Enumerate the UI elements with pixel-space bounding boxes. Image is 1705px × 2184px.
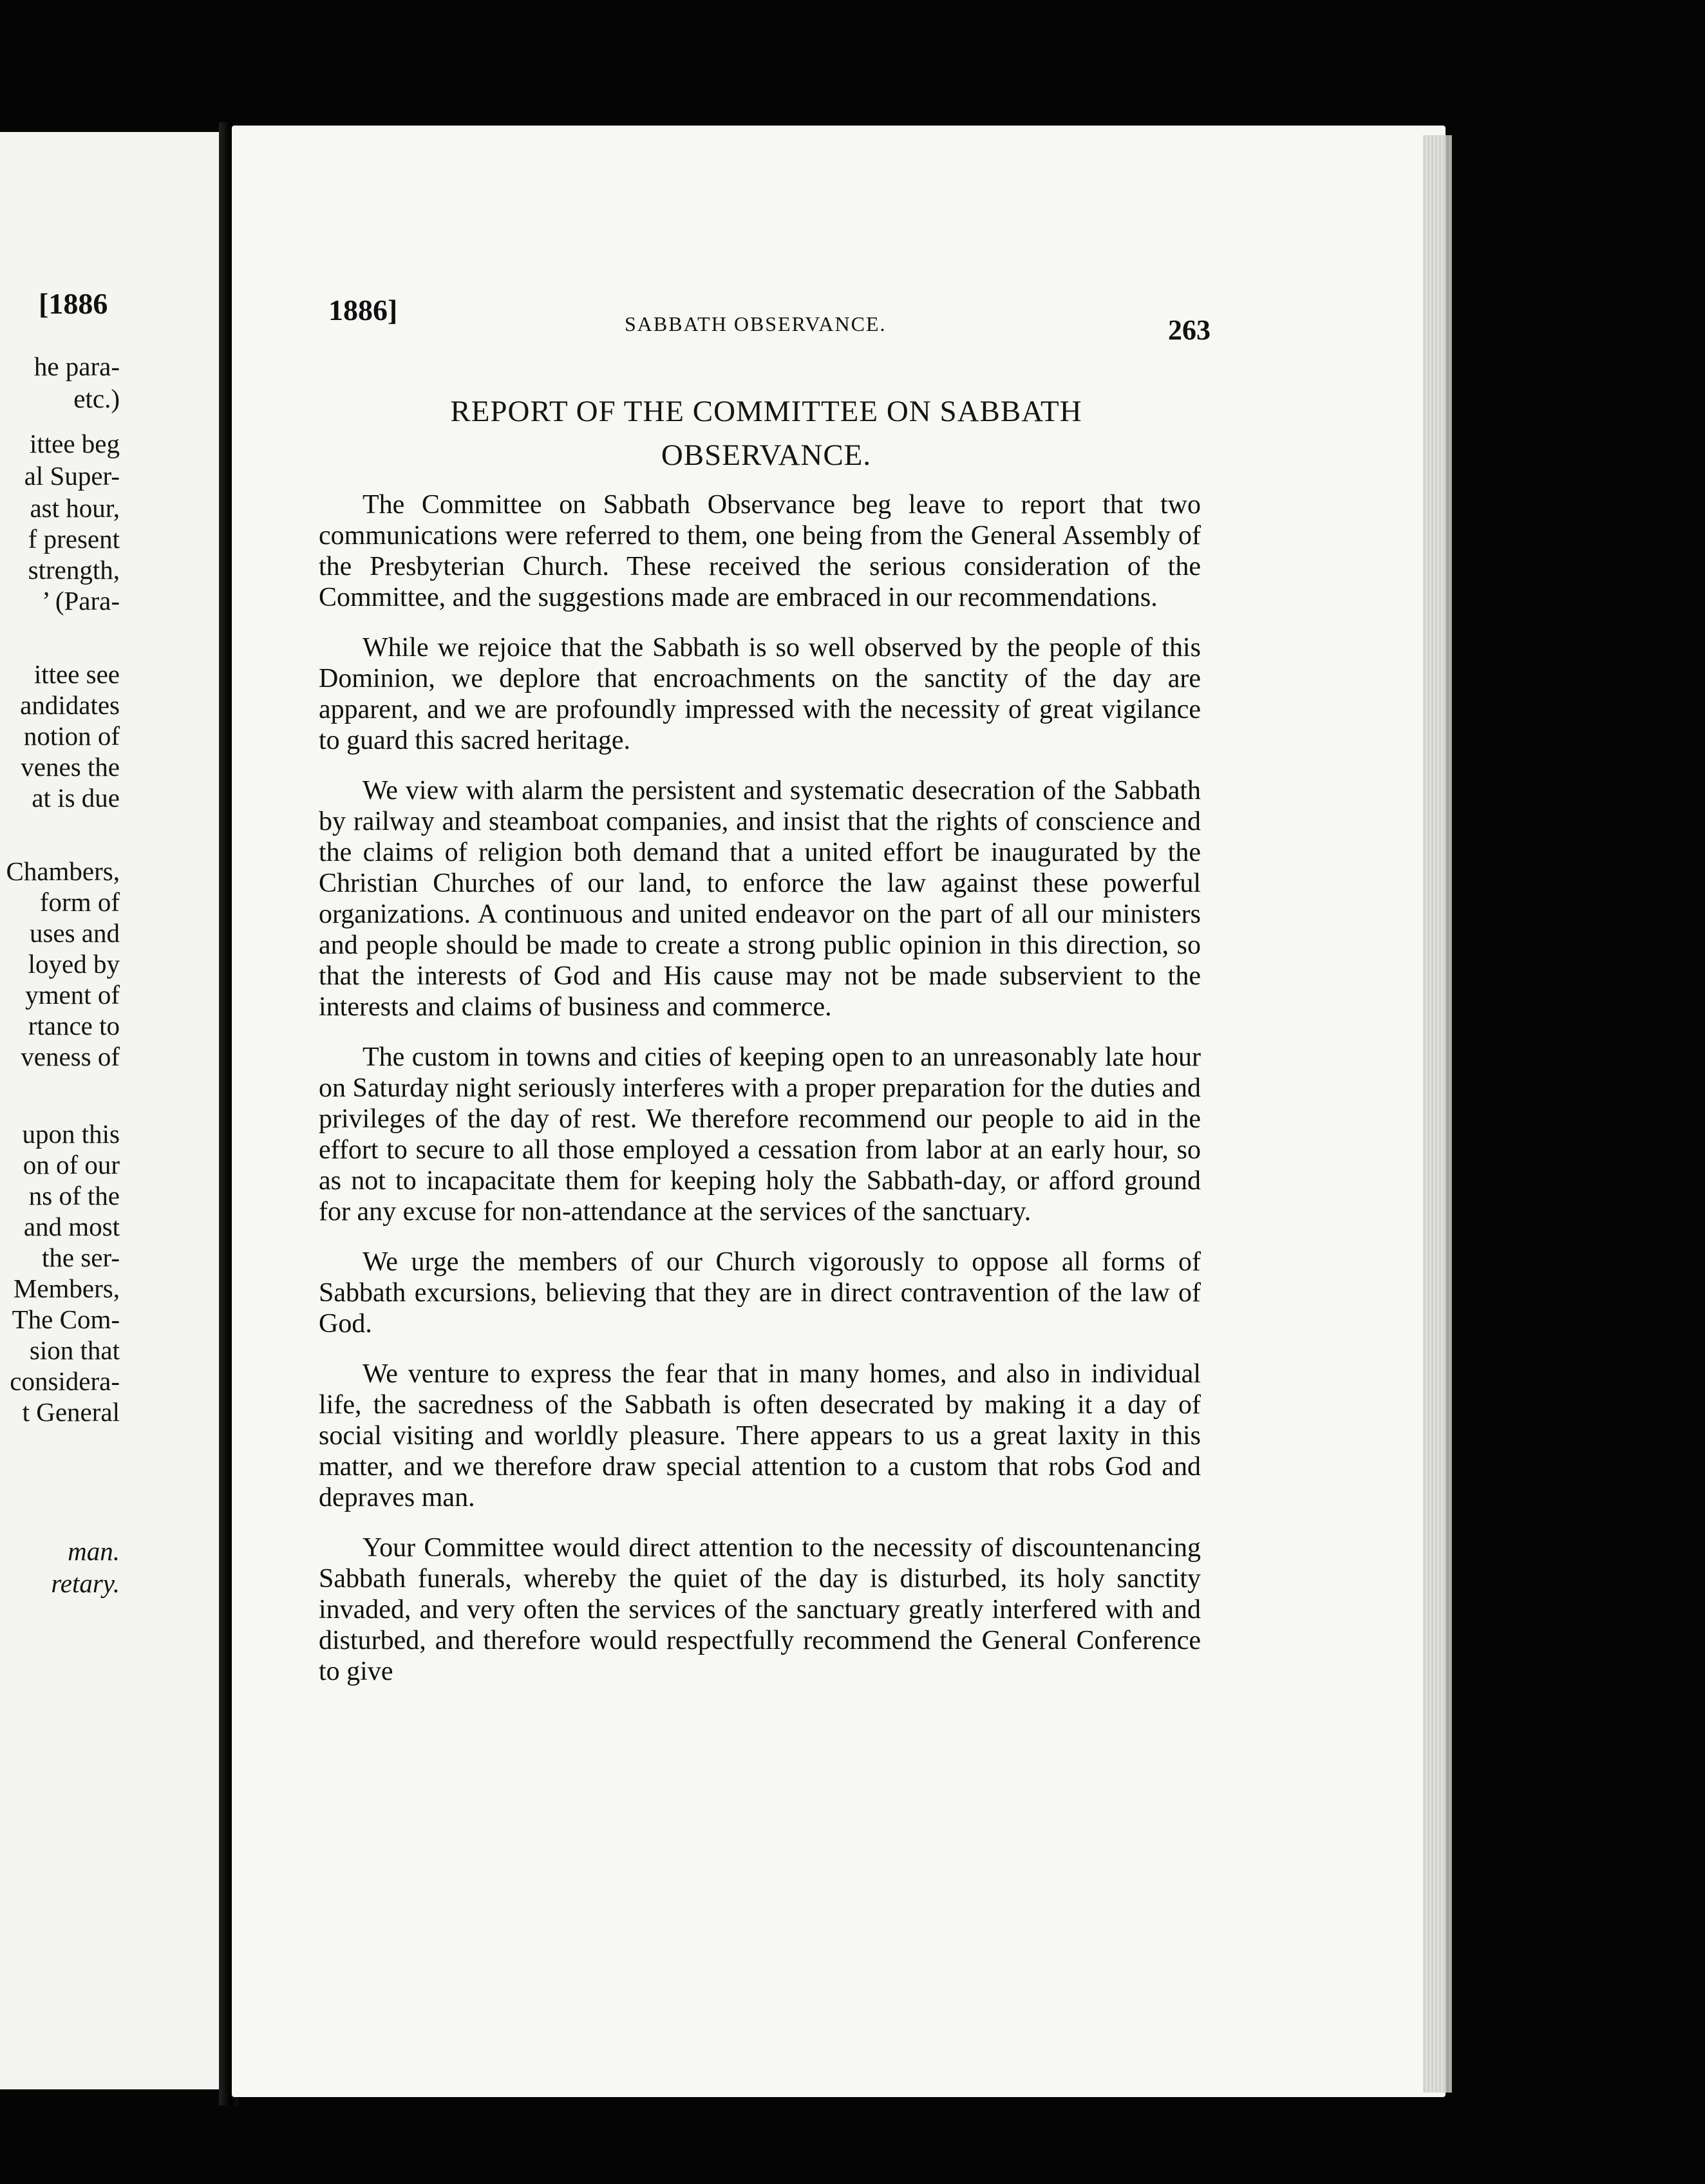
facing-page-line: Members, — [13, 1274, 120, 1303]
facing-page-line: rtance to — [28, 1011, 120, 1040]
facing-page-line: ittee see — [33, 659, 120, 689]
facing-page-line: uses and — [29, 918, 120, 948]
facing-page-line: ast hour, — [30, 493, 120, 523]
facing-page-line: at is due — [32, 783, 120, 813]
facing-page-line: considera- — [10, 1366, 120, 1396]
paragraph-communications: The Committee on Sabbath Observance beg leave to report that two communications were referred to them, one being from the General Assembly of the Presbyterian Church. These received the serious consideration of the Committee, and the suggestions made are embraced in our recommendations. — [319, 490, 1201, 612]
facing-page-line: yment of — [25, 980, 120, 1010]
facing-page-line: ittee beg — [29, 429, 120, 458]
facing-page-line: notion of — [23, 721, 120, 751]
paragraph-social-visiting: We venture to express the fear that in many homes, and also in individual life, the sacredness of the Sabbath is often desecrated by making it a day of social visiting and worldly pleasure. There appears to us a great laxity in this matter, and we therefore draw special attention to a custom that robs God and depraves man. — [319, 1359, 1201, 1512]
facing-page-line: al Super- — [24, 461, 120, 491]
facing-page-line: upon this — [22, 1119, 120, 1149]
paragraph-excursions: We urge the members of our Church vigorously to oppose all forms of Sabbath excursions, believing that they are in direct contravention of the law of God. — [319, 1247, 1201, 1339]
facing-page-line: etc.) — [73, 384, 120, 413]
facing-page-line: veness of — [21, 1042, 120, 1071]
facing-page-line: The Com- — [12, 1304, 120, 1334]
page-number: 263 — [1168, 314, 1210, 346]
facing-page-fragment — [0, 132, 227, 2089]
facing-page-line: ns of the — [28, 1181, 120, 1210]
report-title-line-1: REPORT OF THE COMMITTEE ON SABBATH — [450, 395, 1082, 428]
report-body — [319, 489, 1201, 1706]
facing-page-line: on of our — [23, 1150, 120, 1180]
report-title-line-2: OBSERVANCE. — [661, 438, 872, 472]
running-head-title: SABBATH OBSERVANCE. — [625, 312, 887, 335]
facing-page-line: retary. — [51, 1568, 120, 1598]
page-edge-stack — [1423, 135, 1452, 2093]
facing-page-line: venes the — [21, 752, 120, 782]
facing-page-line: he para- — [33, 352, 120, 381]
facing-page-year: [1886 — [39, 287, 108, 320]
facing-page-line: man. — [68, 1536, 120, 1566]
facing-page-line: ’ (Para- — [41, 586, 120, 616]
facing-page-line: f present — [28, 524, 120, 554]
running-head-year: 1886] — [328, 294, 398, 326]
facing-page-line: and most — [23, 1212, 120, 1241]
facing-page-line: the ser- — [42, 1243, 120, 1272]
paragraph-railway: We view with alarm the persistent and systematic desecration of the Sabbath by railway and steamboat companies, and insist that the rights of conscience and the claims of religion both demand that a united effort be inaugurated by the Christian Churches of our land, to enforce the law against these powerful organizations. A continuous and united endeavor on the part of all our ministers and people should be made to create a strong public opinion in this direction, so that the interests of God and His cause may not be made subservient to the interests and claims of business and commerce. — [319, 776, 1201, 1022]
paragraph-funerals: Your Committee would direct attention to the necessity of discountenancing Sabbath funerals, whereby the quiet of the day is disturbed, its holy sanctity invaded, and very often the services of the sanctuary greatly interfered with and disturbed, and therefore would respectfully recommend the General Conference to give — [319, 1533, 1201, 1686]
facing-page-line: form of — [39, 887, 120, 917]
facing-page-line: loyed by — [28, 949, 120, 979]
report-title — [386, 390, 1146, 477]
paragraph-observance: While we rejoice that the Sabbath is so well observed by the people of this Dominion, we deplore that encroachments on the sanctity of the day are apparent, and we are profoundly impressed with the necessity of great vigilance to guard this sacred heritage. — [319, 633, 1201, 755]
facing-page-line: Chambers, — [6, 856, 120, 886]
facing-page-line: strength, — [28, 555, 120, 585]
running-head — [328, 293, 1210, 346]
facing-page-line: t General — [22, 1397, 120, 1427]
facing-page-line: sion that — [29, 1335, 120, 1365]
facing-page-line: andidates — [20, 690, 120, 720]
paragraph-saturday-hours: The custom in towns and cities of keeping open to an unreasonably late hour on Saturday night seriously interferes with a proper preparation for the duties and privileges of the day of rest. We therefore recommend our people to aid in the effort to secure to all those employed a cessation from labor at an early hour, so as not to incapacitate them for keeping holy the Sabbath-day, or afford ground for any excuse for non-attendance at the services of the sanctuary. — [319, 1042, 1201, 1227]
